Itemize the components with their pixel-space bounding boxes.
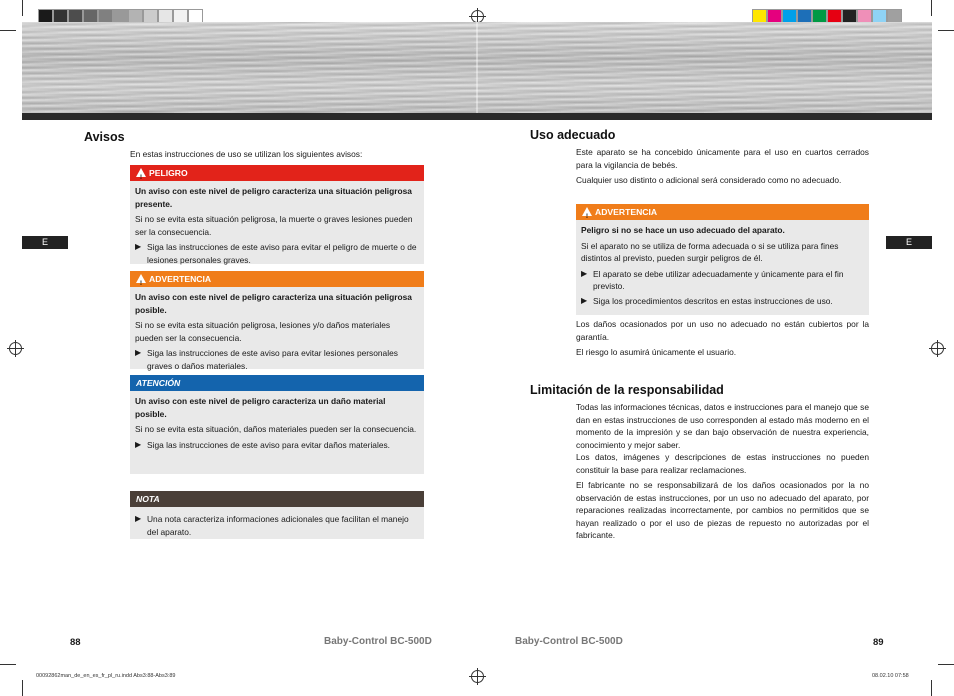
- color-swatch: [143, 9, 158, 23]
- color-swatch: [767, 9, 782, 23]
- atencion-box: [130, 375, 424, 474]
- nota-label: NOTA: [136, 494, 160, 504]
- language-tab-right: E: [886, 236, 932, 249]
- color-swatch: [827, 9, 842, 23]
- crop-mark: [931, 680, 932, 696]
- lim-p2: Los datos, imágenes y descripciones de estas instrucciones no pueden constituir la base para realizar reclamaciones.: [576, 452, 869, 475]
- warning-triangle-icon: !: [136, 274, 146, 283]
- color-swatch: [173, 9, 188, 23]
- bullet-arrow-icon: ▶: [135, 514, 142, 523]
- advertencia-bullet-text-right-1: El aparato se debe utilizar adecuadamente y únicamente para el fin previsto.: [593, 268, 844, 291]
- file-info: 00092862man_de_en_es_fr_pl_ru.indd Abs3:88-Abs3:89: [36, 673, 176, 679]
- advertencia-label-left: ADVERTENCIA: [149, 274, 212, 284]
- color-swatch: [128, 9, 143, 23]
- date-info: 08.02.10 07:58: [872, 673, 909, 679]
- color-swatch: [887, 9, 902, 23]
- color-swatch: [857, 9, 872, 23]
- bullet-arrow-icon: ▶: [581, 295, 588, 305]
- limitacion-heading: Limitación de la responsabilidad: [530, 383, 724, 397]
- crop-mark: [22, 680, 23, 696]
- nota-box: [130, 491, 424, 539]
- advertencia-text-right: Si el aparato no se utiliza de forma adecuada o si se utiliza para fines distintos al previsto, pueden surgir peligros de él.: [581, 240, 839, 263]
- color-swatch: [53, 9, 68, 23]
- color-swatch: [113, 9, 128, 23]
- uso-p1: Este aparato se ha concebido únicamente para el uso en cuartos cerrados para la vigilancia de bebés.: [576, 147, 869, 170]
- page-spread-seam: [476, 22, 478, 113]
- color-swatch: [188, 9, 203, 23]
- avisos-intro: En estas instrucciones de uso se utilizan los siguientes avisos:: [130, 149, 363, 159]
- color-swatches: [752, 9, 902, 23]
- page-number-left: 88: [70, 637, 81, 648]
- atencion-label: ATENCIÓN: [136, 378, 181, 388]
- uso-p3: Los daños ocasionados por un uso no adecuado no están cubiertos por la garantía.: [576, 319, 869, 342]
- lim-p3: El fabricante no se responsabilizará de los daños ocasionados por la no observación de estas instrucciones, por un uso no adecuado del aparato, por reparaciones realizadas incorrectamente, por cambios no permitidos que se hayan realizado o por el uso de piezas de repuesto no autorizadas por el fabricante.: [576, 480, 869, 540]
- color-swatch: [782, 9, 797, 23]
- warning-triangle-icon: !: [136, 168, 146, 177]
- color-swatch: [38, 9, 53, 23]
- crop-mark: [22, 0, 23, 16]
- advertencia-bullet-text-left: Siga las instrucciones de este aviso para evitar lesiones personales graves o daños materiales.: [147, 348, 398, 371]
- nota-bullet-text: Una nota caracteriza informaciones adicionales que facilitan el manejo del aparato.: [147, 514, 409, 537]
- advertencia-bold-text-right: Peligro si no se hace un uso adecuado del aparato.: [581, 225, 785, 235]
- grayscale-swatches: [38, 9, 203, 23]
- advertencia-header-left: [130, 271, 424, 287]
- color-swatch: [752, 9, 767, 23]
- registration-mark-icon: [931, 342, 944, 355]
- bullet-arrow-icon: ▶: [135, 348, 142, 357]
- atencion-text: Si no se evita esta situación, daños materiales pueden ser la consecuencia.: [135, 424, 417, 434]
- bullet-arrow-icon: ▶: [581, 268, 588, 278]
- advertencia-bullet-text-right-2: Siga los procedimientos descritos en estas instrucciones de uso.: [593, 295, 833, 306]
- avisos-heading: Avisos: [84, 130, 125, 144]
- registration-mark-icon: [9, 342, 22, 355]
- bullet-arrow-icon: ▶: [135, 242, 142, 251]
- advertencia-text-left: Si no se evita esta situación peligrosa, lesiones y/o daños materiales pueden ser la consecuencia.: [135, 320, 391, 343]
- color-swatch: [872, 9, 887, 23]
- advertencia-bullet-right-1: [581, 268, 863, 293]
- uso-p4: El riesgo lo asumirá únicamente el usuario.: [576, 347, 737, 357]
- atencion-bold-text: Un aviso con este nivel de peligro caracteriza un daño material posible.: [135, 396, 386, 419]
- color-swatch: [842, 9, 857, 23]
- uso-p2: Cualquier uso distinto o adicional será considerado como no adecuado.: [576, 175, 842, 185]
- crop-mark: [938, 664, 954, 665]
- footer-title-right: Baby-Control BC-500D: [515, 636, 623, 647]
- advertencia-bold-text-left: Un aviso con este nivel de peligro caracteriza una situación peligrosa posible.: [135, 292, 412, 315]
- crop-mark: [0, 664, 16, 665]
- crop-mark: [931, 0, 932, 16]
- atencion-bullet-text: Siga las instrucciones de este aviso para evitar daños materiales.: [147, 439, 391, 450]
- atencion-bullet: [135, 439, 418, 452]
- peligro-box: [130, 165, 424, 264]
- warning-triangle-icon: !: [582, 207, 592, 216]
- peligro-bullet-text: Siga las instrucciones de este aviso para evitar el peligro de muerte o de lesiones personales graves.: [147, 242, 417, 265]
- peligro-label: PELIGRO: [149, 168, 188, 178]
- advertencia-box-left: [130, 271, 424, 369]
- uso-adecuado-heading: Uso adecuado: [530, 128, 616, 142]
- color-swatch: [83, 9, 98, 23]
- page-number-right: 89: [873, 637, 884, 648]
- color-swatch: [68, 9, 83, 23]
- nota-header: [130, 491, 424, 507]
- color-swatch: [98, 9, 113, 23]
- lim-p1: Todas las informaciones técnicas, datos e instrucciones para el manejo que se dan en estas instrucciones de uso corresponden al estado más moderno en el momento de la impresión y se dan bajo observación de nuestra experiencia, conocimiento y mejor saber.: [576, 402, 869, 450]
- color-swatch: [812, 9, 827, 23]
- nota-bullet: [135, 513, 418, 538]
- peligro-bullet: [135, 241, 418, 266]
- color-swatch: [158, 9, 173, 23]
- advertencia-bullet-right-2: [581, 295, 863, 308]
- registration-mark-icon: [471, 670, 484, 683]
- advertencia-box-right: [576, 204, 869, 315]
- advertencia-bullet-left: [135, 347, 418, 372]
- crop-mark: [938, 30, 954, 31]
- peligro-text: Si no se evita esta situación peligrosa, la muerte o graves lesiones pueden ser la consecuencia.: [135, 214, 413, 237]
- color-swatch: [797, 9, 812, 23]
- language-tab-left: E: [22, 236, 68, 249]
- header-rule: [22, 113, 932, 120]
- peligro-header: [130, 165, 424, 181]
- bullet-arrow-icon: ▶: [135, 439, 142, 449]
- advertencia-header-right: [576, 204, 869, 220]
- peligro-bold-text: Un aviso con este nivel de peligro caracteriza una situación peligrosa presente.: [135, 186, 412, 209]
- crop-mark: [0, 30, 16, 31]
- advertencia-label-right: ADVERTENCIA: [595, 207, 658, 217]
- footer-title-left: Baby-Control BC-500D: [324, 636, 432, 647]
- atencion-header: [130, 375, 424, 391]
